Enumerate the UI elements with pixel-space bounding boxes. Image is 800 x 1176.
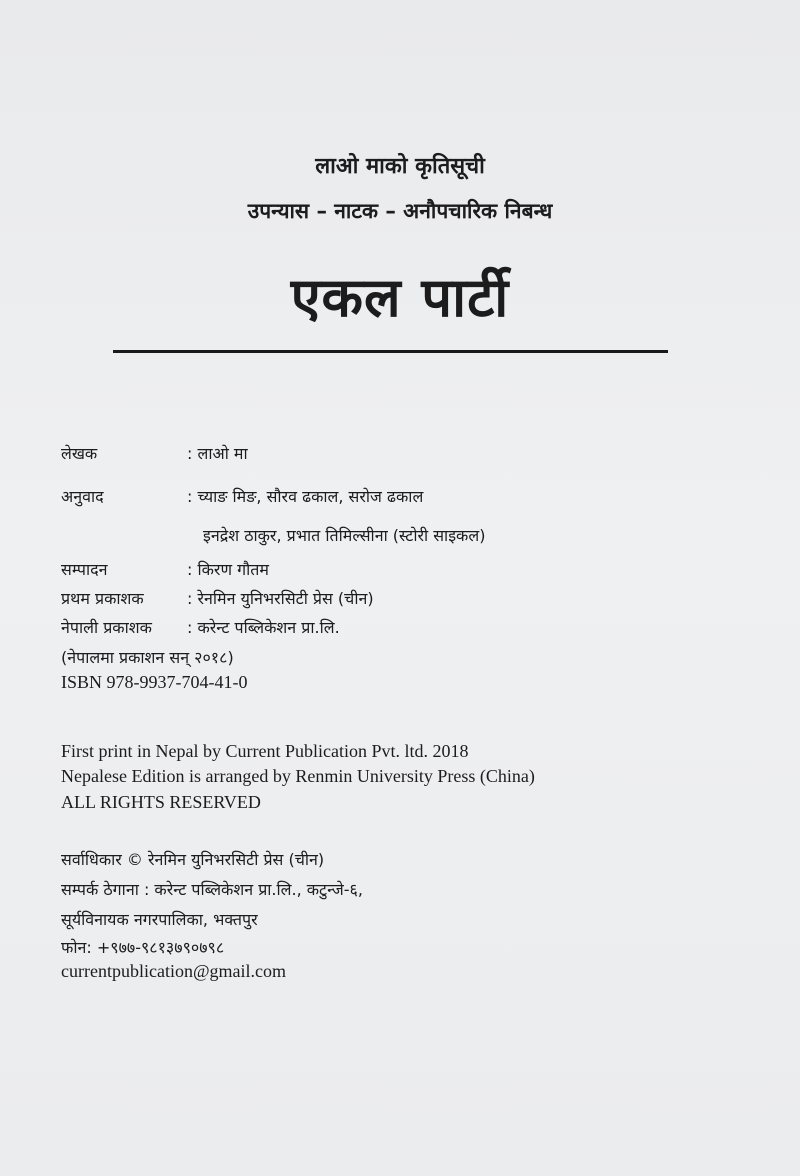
credit-author-label: लेखक — [61, 444, 98, 463]
english-line-3: ALL RIGHTS RESERVED — [61, 792, 261, 812]
copyright-line: सर्वाधिकार © रेनमिन युनिभरसिटी प्रेस (चीन) — [61, 850, 325, 869]
title-divider — [113, 350, 668, 353]
phone-line: फोन: +९७७-९८१३७९०७९८ — [61, 938, 225, 957]
book-title: एकल पार्टी — [290, 266, 510, 329]
credit-translation-value: : च्याङ मिङ, सौरव ढकाल, सरोज ढकाल — [187, 487, 424, 506]
credit-nepali-publisher-value: : करेन्ट पब्लिकेशन प्रा.लि. — [187, 618, 340, 637]
address-line-1: सम्पर्क ठेगाना : करेन्ट पब्लिकेशन प्रा.लि., कटुन्जे-६, — [61, 880, 363, 899]
series-title: लाओ माको कृतिसूची — [315, 154, 485, 179]
publication-year: (नेपालमा प्रकाशन सन् २०१८) — [61, 648, 234, 667]
credit-translation-value2: इनद्रेश ठाकुर, प्रभात तिमिल्सीना (स्टोरी साइकल) — [203, 526, 486, 545]
credit-nepali-publisher-label: नेपाली प्रकाशक — [61, 618, 152, 637]
credit-first-publisher-value: : रेनमिन युनिभरसिटी प्रेस (चीन) — [187, 589, 374, 608]
credit-translation-label: अनुवाद — [61, 487, 104, 506]
isbn: ISBN 978-9937-704-41-0 — [61, 672, 248, 692]
credit-first-publisher-label: प्रथम प्रकाशक — [61, 589, 144, 608]
credit-editing-value: : किरण गौतम — [187, 560, 269, 579]
english-line-2: Nepalese Edition is arranged by Renmin University Press (China) — [61, 766, 535, 786]
english-line-1: First print in Nepal by Current Publication Pvt. ltd. 2018 — [61, 741, 469, 761]
credit-author-value: : लाओ मा — [187, 444, 248, 463]
credit-editing-label: सम्पादन — [61, 560, 108, 579]
email-line: currentpublication@gmail.com — [61, 961, 287, 981]
address-line-2: सूर्यविनायक नगरपालिका, भक्तपुर — [61, 910, 258, 929]
genres-line: उपन्यास – नाटक – अनौपचारिक निबन्ध — [247, 199, 553, 223]
